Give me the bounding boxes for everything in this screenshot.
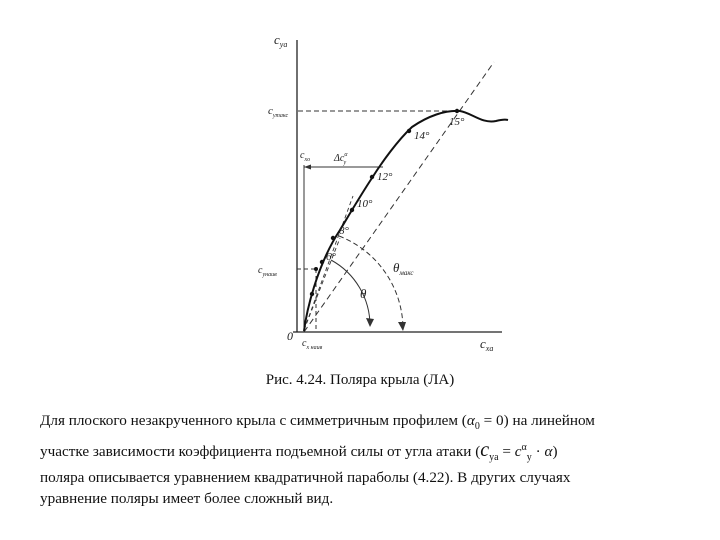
- para-text: участке зависимости коэффициента подъемной силы от угла атаки (: [40, 442, 481, 460]
- para-line-2: [40, 438, 690, 469]
- angle-label-8: 8°: [339, 225, 349, 237]
- polar-curve: [304, 111, 508, 331]
- para-line-4: уравнение поляры имеет более сложный вид.: [40, 489, 334, 507]
- curve-point: [350, 208, 354, 212]
- math-c: c: [480, 438, 490, 461]
- para-text: ) на линейном: [503, 412, 595, 429]
- delta-cy-arrowhead: [304, 165, 311, 170]
- cx0-label: $c_{xo}$: [300, 150, 311, 163]
- para-text: ): [552, 442, 558, 460]
- para-line-3: поляра описывается уравнением квадратичной параболы (4.22). В других случаях: [40, 469, 571, 487]
- cy-naiv-label: $c_{yнаив}$: [258, 265, 277, 278]
- theta-label: θ: [360, 286, 367, 301]
- angle-label-12: 12°: [377, 171, 393, 183]
- math-alpha: α: [466, 412, 475, 429]
- math-dot: ·: [531, 442, 545, 460]
- math-sub: 0: [474, 421, 480, 433]
- curve-point: [455, 109, 459, 113]
- para-line-1: [40, 411, 690, 438]
- body-paragraph: [40, 411, 690, 509]
- math-eq: = 0: [479, 412, 504, 429]
- angle-label-14: 14°: [414, 130, 430, 142]
- math-alpha: α: [544, 442, 553, 460]
- math-c: c: [514, 442, 522, 460]
- origin-label: 0: [287, 329, 293, 343]
- curve-point: [370, 175, 374, 179]
- tangent-line: [304, 62, 494, 332]
- angle-label-10: 10°: [357, 198, 373, 210]
- y-axis-label: $c_{ya}$: [274, 32, 288, 49]
- theta-max-arrowhead: [398, 322, 406, 331]
- curve-point: [331, 236, 335, 240]
- ray-theta-max: [304, 196, 353, 330]
- curve-point: [314, 267, 318, 271]
- delta-cy-label: $\Delta c^\alpha$ y: [334, 152, 348, 166]
- math-eq: =: [498, 442, 515, 460]
- math-sub: y: [526, 451, 532, 463]
- cx-naiv-label: $c_{x наив}$: [302, 338, 323, 351]
- curve-point: [320, 260, 324, 264]
- figure-caption: Рис. 4.24. Поляра крыла (ЛА): [265, 372, 455, 388]
- math-sub: ya: [489, 451, 499, 463]
- cy-max-label: $c_{ymакс}$: [268, 105, 289, 119]
- angle-label-6: 6°: [326, 251, 336, 263]
- theta-max-arc: [339, 236, 403, 330]
- curve-point: [407, 129, 411, 133]
- theta-arrowhead: [366, 318, 374, 327]
- angle-label-15: 15°: [449, 116, 465, 128]
- x-axis-label: $c_{xa}$: [480, 336, 494, 353]
- curve-point: [310, 292, 314, 296]
- para-text: Для плоского незакрученного крыла с симметричным профилем (: [40, 412, 467, 429]
- math-sup: α: [521, 441, 527, 453]
- theta-max-label: $\theta_{макс}$: [393, 260, 414, 277]
